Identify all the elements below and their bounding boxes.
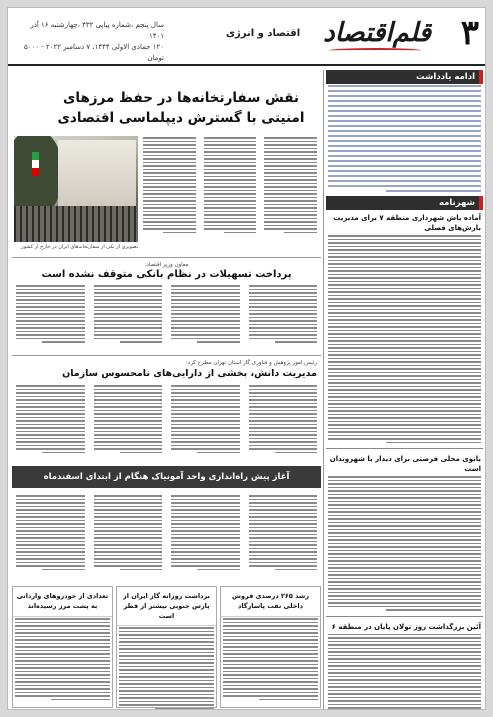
story-kicker: معاون وزیر اقتصاد:: [144, 262, 189, 268]
masthead-rule: [8, 64, 486, 66]
divider: [12, 257, 321, 258]
column-text: [326, 633, 483, 711]
story-banking: [12, 260, 321, 352]
divider: [12, 355, 321, 356]
masthead: [8, 8, 486, 66]
brand-swoosh-icon: [329, 48, 421, 53]
story-headline: رشد ۲۶۵ درصدی فروش داخلی نفت پاسارگاد: [221, 587, 320, 617]
divider: [326, 616, 483, 617]
flag-icon: [32, 152, 39, 176]
section-tag: اقتصاد و انرژی: [225, 28, 301, 39]
divider: [326, 448, 483, 449]
story-headline: تعدادی از خودروهای وارداتی به پشت مرز رسیده‌اند: [13, 587, 112, 617]
section-bar: شهرنامه: [326, 196, 483, 210]
page-number: ۳: [460, 13, 479, 53]
issue-info: [14, 20, 164, 64]
column-text: [326, 475, 483, 614]
story-headline: پرداخت تسهیلات در نظام بانکی متوقف نشده است: [41, 269, 292, 280]
issue-line: ۱۲۰ جمادی الاولی ۱۴۴۴، ۷ دسامبر ۲۰۲۲ - ۵۰۰۰ تومان: [23, 43, 164, 62]
bottom-stories: [12, 586, 321, 708]
column-text: [326, 234, 483, 446]
story-banner: آغاز پیش راه‌اندازی واحد آمونیاک هنگام از ابتدای اسفندماه: [12, 466, 321, 488]
news-headline: آئین بزرگداشت روز تولان پایان در منطقه ۶: [331, 622, 481, 631]
section-bar: ادامه یادداشت: [326, 70, 483, 84]
news-headline: آماده باش شهرداری منطقه ۷ برای مدیریت بارش‌های فصلی: [333, 214, 481, 232]
story-ammonia: [12, 492, 321, 582]
lead-body: [141, 136, 319, 248]
right-column: [326, 70, 483, 705]
story-headline: مدیریت دانش، بخشی از دارایی‌های نامحسوس سازمان: [62, 368, 317, 379]
issue-line: سال پنجم ،شماره پیاپی ۴۳۲ ،چهارشنبه ۱۶ آذر ۱۴۰۱: [30, 21, 164, 40]
photo-caption: تصویری از یکی از سفارتخانه‌های ایران در خارج از کشور: [21, 244, 138, 250]
bottom-story: [220, 586, 321, 708]
bottom-story: [116, 586, 217, 708]
column-text: [326, 84, 483, 196]
lead-story: [12, 70, 321, 255]
lead-headline: نقش سفارتخانه‌ها در حفظ مرزهای امنیتی با گسترش دیپلماسی اقتصادی: [57, 90, 305, 126]
story-kicker: رئیس امور پژوهش و فناوری گاز استان تهران مطرح کرد:: [185, 360, 317, 366]
brand-logo: قلم‌اقتصاد: [323, 18, 431, 48]
bottom-story: [12, 586, 113, 708]
column-divider: [323, 70, 324, 710]
newspaper-page: [7, 7, 486, 710]
story-knowledge: [12, 358, 321, 463]
embassy-photo: [14, 136, 138, 242]
story-headline: برداشت روزانه گاز ایران از پارس جنوبی بیشتر از قطر است: [117, 587, 216, 626]
news-headline: بانوی محلی فرصتی برای دیدار با شهروندان است: [329, 455, 481, 473]
